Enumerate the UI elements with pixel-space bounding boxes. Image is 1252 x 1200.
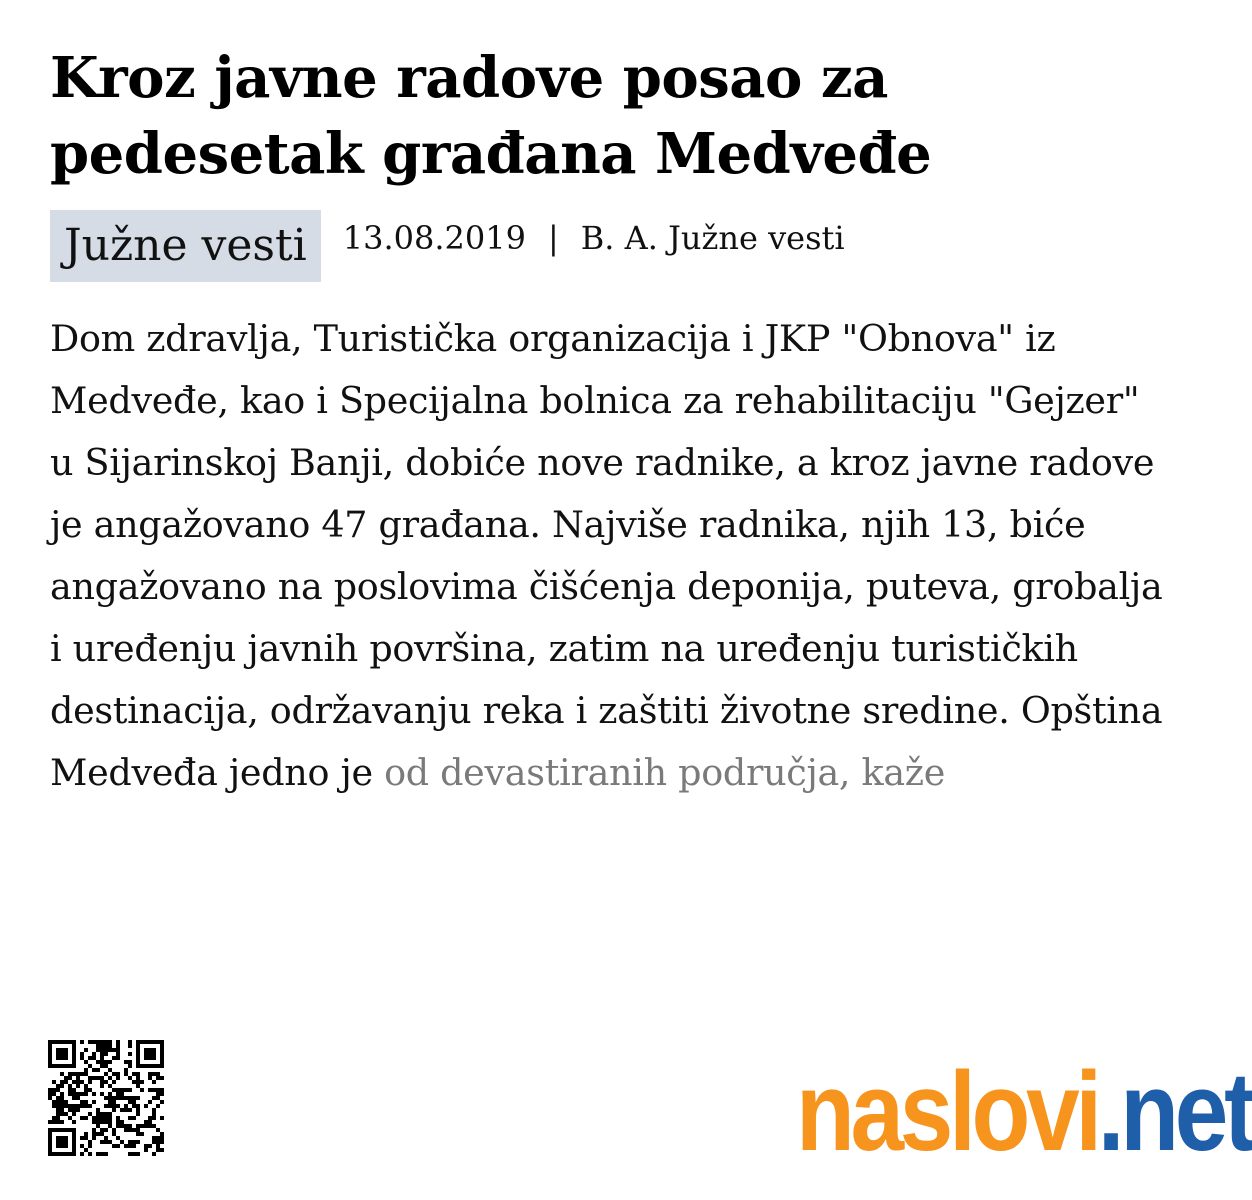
source-badge[interactable]: Južne vesti <box>50 210 321 282</box>
article-body-faded: od devastiranih područja, kaže <box>384 751 946 794</box>
logo-net: .net <box>1097 1049 1252 1174</box>
article-excerpt <box>50 308 1170 804</box>
article-headline[interactable]: Kroz javne radove posao za pedesetak građana Medveđe <box>50 45 932 187</box>
article-meta <box>50 210 845 282</box>
meta-separator: | <box>547 219 559 257</box>
article-author: B. A. Južne vesti <box>580 219 845 257</box>
article-date: 13.08.2019 <box>342 219 526 257</box>
naslovi-logo[interactable] <box>796 1049 1252 1174</box>
article-body: Dom zdravlja, Turistička organizacija i JKP "Obnova" iz Medveđe, kao i Specijalna bolnica za rehabilitaciju "Gejzer" u Sijarinskoj Banji, dobiće nove radnike, a kroz javne radove je angažovano 47 građana. Najviše radnika, njih 13, biće angažovano na poslovima čišćenja deponija, puteva, grobalja i uređenju javnih površina, zatim na uređenju turističkih destinacija, održavanju reka i zaštiti životne sredine. Opština Medveđa jedno je <box>50 317 1163 794</box>
qr-code-icon <box>48 1040 164 1156</box>
logo-naslovi: naslovi <box>796 1049 1098 1174</box>
meta-line <box>343 202 845 274</box>
